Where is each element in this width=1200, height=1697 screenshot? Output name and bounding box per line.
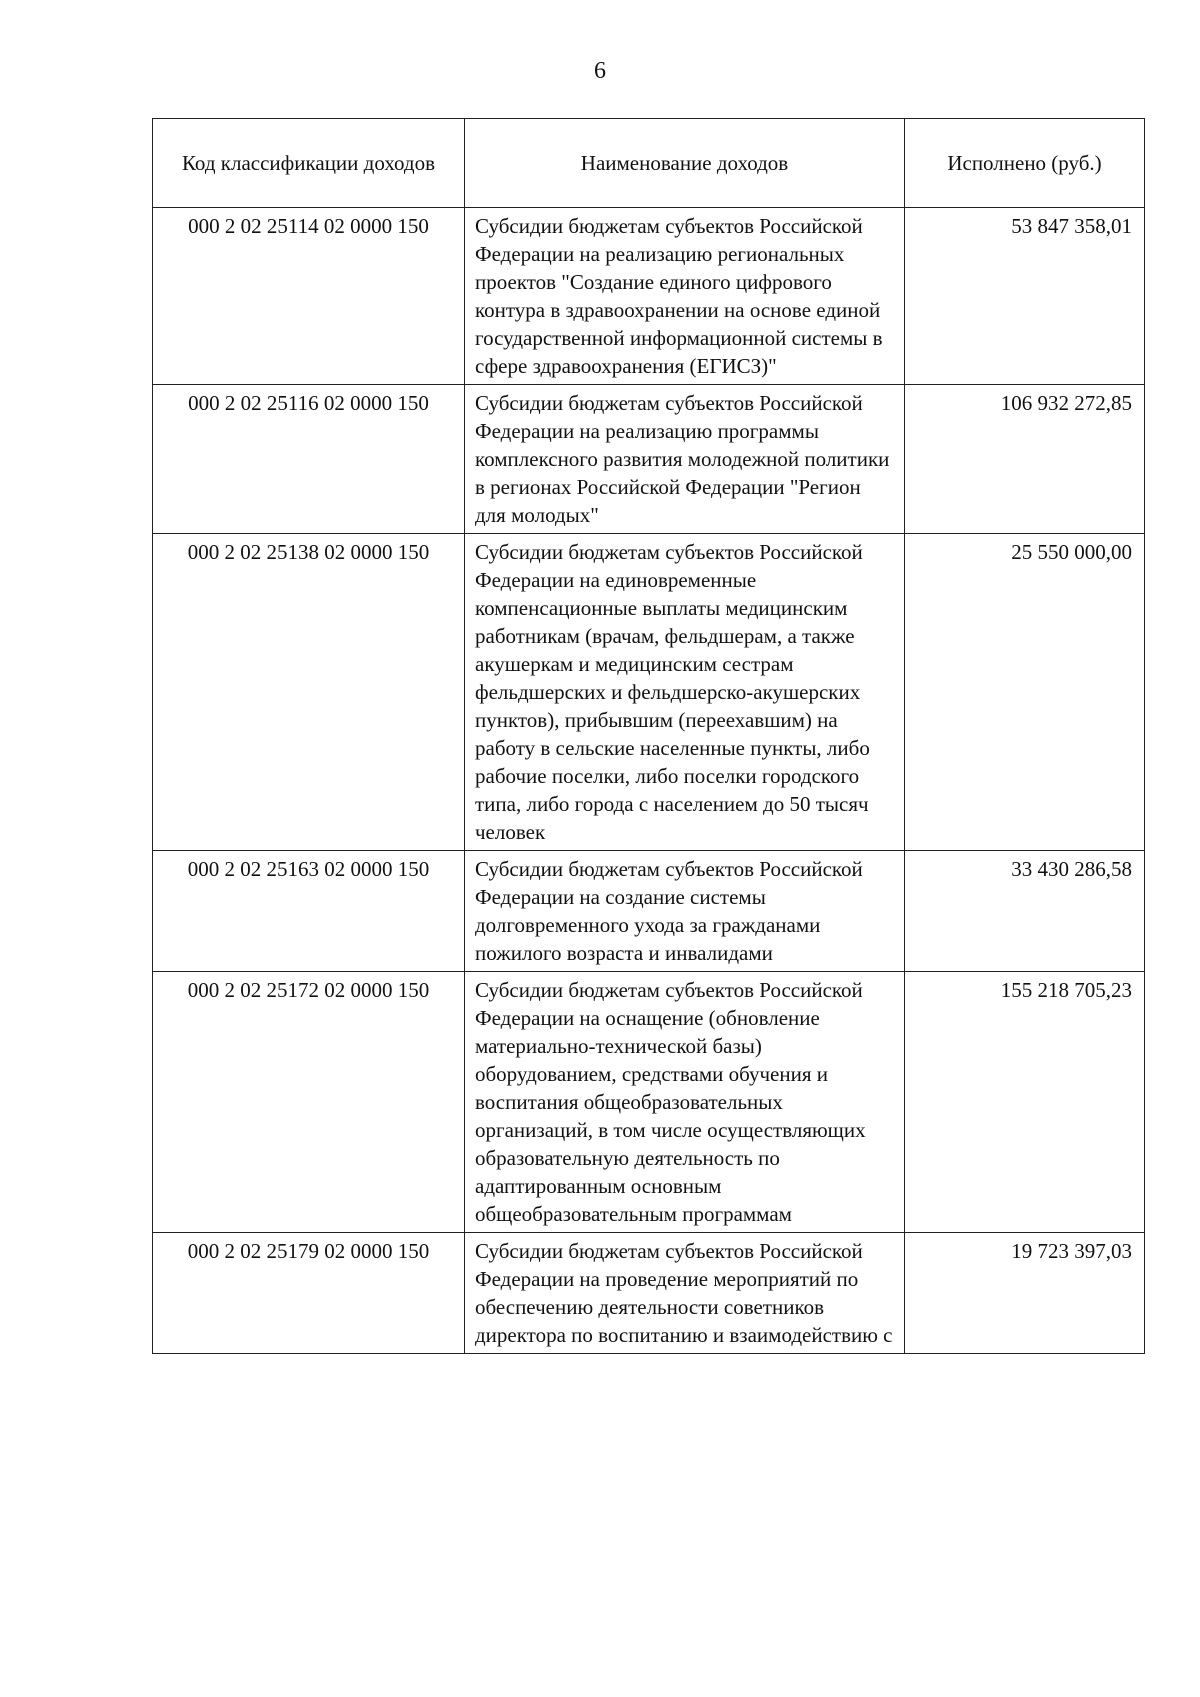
- header-code: Код классификации доходов: [153, 119, 465, 208]
- row-name: Субсидии бюджетам субъектов Российской Федерации на оснащение (обновление материально-технической базы) оборудованием, средствами обучения и воспитания общеобразовательных организаций, в том числе осуществляющих образовательную деятельность по адаптированным основным общеобразовательным программам: [465, 972, 905, 1233]
- row-name: Субсидии бюджетам субъектов Российской Федерации на реализацию региональных проектов "Создание единого цифрового контура в здравоохранении на основе единой государственной информационной системы в сфере здравоохранения (ЕГИСЗ)": [465, 208, 905, 385]
- row-amount: 33 430 286,58: [905, 851, 1145, 972]
- table-row: [153, 1233, 1145, 1354]
- row-code: 000 2 02 25138 02 0000 150: [153, 534, 465, 851]
- row-code: 000 2 02 25179 02 0000 150: [153, 1233, 465, 1354]
- row-name: Субсидии бюджетам субъектов Российской Федерации на реализацию программы комплексного развития молодежной политики в регионах Российской Федерации "Регион для молодых": [465, 385, 905, 534]
- table-row: [153, 851, 1145, 972]
- table-row: [153, 385, 1145, 534]
- table-row: [153, 208, 1145, 385]
- row-name: Субсидии бюджетам субъектов Российской Федерации на создание системы долговременного ухода за гражданами пожилого возраста и инвалидами: [465, 851, 905, 972]
- table-row: [153, 534, 1145, 851]
- row-name: Субсидии бюджетам субъектов Российской Федерации на единовременные компенсационные выплаты медицинским работникам (врачам, фельдшерам, а также акушеркам и медицинским сестрам фельдшерских и фельдшерско-акушерских пунктов), прибывшим (переехавшим) на работу в сельские населенные пункты, либо рабочие поселки, либо поселки городского типа, либо города с населением до 50 тысяч человек: [465, 534, 905, 851]
- header-amount: Исполнено (руб.): [905, 119, 1145, 208]
- revenue-table: [152, 118, 1145, 1354]
- row-amount: 155 218 705,23: [905, 972, 1145, 1233]
- row-amount: 53 847 358,01: [905, 208, 1145, 385]
- row-code: 000 2 02 25114 02 0000 150: [153, 208, 465, 385]
- row-code: 000 2 02 25163 02 0000 150: [153, 851, 465, 972]
- row-name: Субсидии бюджетам субъектов Российской Федерации на проведение мероприятий по обеспечению деятельности советников директора по воспитанию и взаимодействию с: [465, 1233, 905, 1354]
- table-row: [153, 972, 1145, 1233]
- row-amount: 25 550 000,00: [905, 534, 1145, 851]
- header-name: Наименование доходов: [465, 119, 905, 208]
- row-amount: 19 723 397,03: [905, 1233, 1145, 1354]
- page-number: 6: [594, 58, 606, 84]
- row-amount: 106 932 272,85: [905, 385, 1145, 534]
- table-header-row: [153, 119, 1145, 208]
- row-code: 000 2 02 25116 02 0000 150: [153, 385, 465, 534]
- row-code: 000 2 02 25172 02 0000 150: [153, 972, 465, 1233]
